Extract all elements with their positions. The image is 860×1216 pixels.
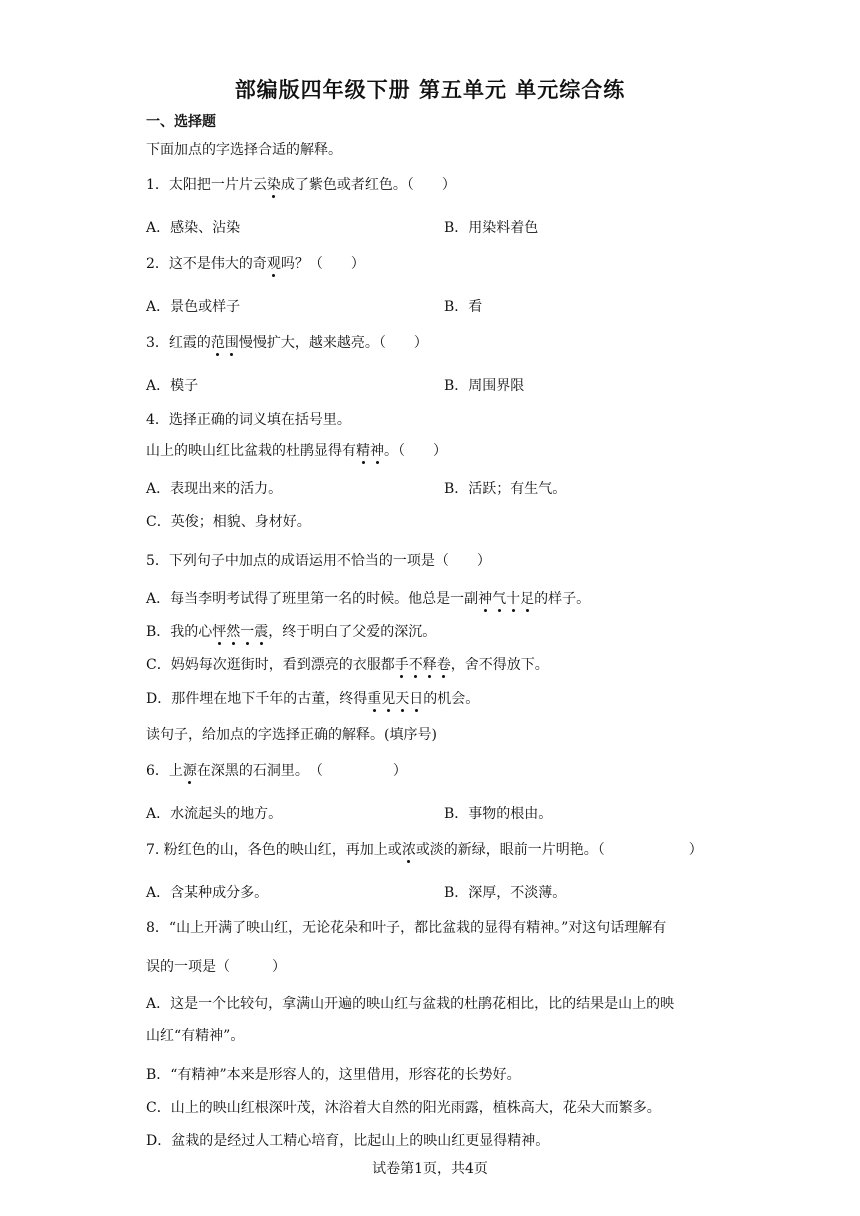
option-d: D．盆栽的是经过人工精心培育，比起山上的映山红更显得精神。: [146, 1133, 550, 1149]
dotted-char: 震: [254, 624, 269, 640]
dotted-char: 一: [240, 624, 255, 640]
option-a: A．模子: [146, 378, 199, 394]
option-b: B．深厚，不淡薄。: [444, 885, 567, 901]
option-a: A．含某种成分多。: [146, 885, 269, 901]
instruction-text: 下面加点的字选择合适的解释。: [146, 142, 342, 158]
option-c: C．山上的映山红根深叶茂，沐浴着大自然的阳光雨露，植株高大，花朵大而繁多。: [146, 1100, 661, 1116]
option-a-line1: A．这是一个比较句，拿满山开遍的映山红与盆栽的杜鹃花相比，比的结果是山上的映: [146, 996, 675, 1012]
question-6: 6．上源在深黑的石洞里。 （ ）: [146, 763, 407, 779]
option-a: A．每当李明考试得了班里第一名的时候。他总是一副神气十足的样子。: [146, 591, 591, 607]
option-b: B．我的心怦然一震，终于明白了父爱的深沉。: [146, 624, 437, 640]
option-b: B．用染料着色: [444, 220, 539, 236]
dotted-char: 手: [394, 657, 409, 673]
dotted-char: 卷: [436, 657, 451, 673]
dotted-char: 范: [210, 335, 225, 351]
option-a: A．水流起头的地方。: [146, 806, 283, 822]
question-4: 山上的映山红比盆栽的杜鹃显得有精神。（ ）: [146, 443, 447, 459]
section-heading: 一、选择题: [146, 114, 216, 130]
question-8-line2: 误的一项是（ ）: [146, 959, 286, 975]
dotted-char: 日: [409, 691, 424, 707]
dotted-char: 见: [381, 691, 396, 707]
option-b: B．看: [444, 299, 483, 315]
dotted-char: 观: [266, 256, 281, 272]
option-c: C．妈妈每次逛街时，看到漂亮的衣服都手不释卷，舍不得放下。: [146, 657, 549, 673]
dotted-char: 足: [520, 591, 535, 607]
dotted-char: 十: [506, 591, 521, 607]
page-footer: 试卷第1页，共4页: [372, 1161, 488, 1177]
option-a: A．感染、沾染: [146, 220, 241, 236]
dotted-char: 染: [266, 177, 281, 193]
option-a: A．表现出来的活力。: [146, 481, 283, 497]
question-3: 3．红霞的范围慢慢扩大，越来越亮。（ ）: [146, 335, 428, 351]
question-4-heading: 4．选择正确的词义填在括号里。: [146, 412, 351, 428]
question-2: 2．这不是伟大的奇观吗？（ ）: [146, 256, 365, 272]
dotted-char: 围: [224, 335, 239, 351]
dotted-char: 然: [226, 624, 241, 640]
option-b: B．事物的根由。: [444, 806, 553, 822]
dotted-char: 浓: [401, 842, 416, 858]
dotted-char: 怦: [212, 624, 227, 640]
question-7: 7. 粉红色的山，各色的映山红，再加上或浓或淡的新绿，眼前一片明艳。（ ）: [146, 842, 703, 858]
option-b: B．周围界限: [444, 378, 525, 394]
dotted-char: 天: [395, 691, 410, 707]
dotted-char: 释: [422, 657, 437, 673]
option-a-line2: 山红“有精神”。: [146, 1028, 245, 1044]
dotted-char: 神: [478, 591, 493, 607]
dotted-char: 气: [492, 591, 507, 607]
option-a: A．景色或样子: [146, 299, 241, 315]
page-title: 部编版四年级下册 第五单元 单元综合练: [234, 78, 626, 102]
option-c: C．英俊；相貌、身材好。: [146, 514, 311, 530]
question-5-heading: 5．下列句子中加点的成语运用不恰当的一项是（ ）: [146, 553, 491, 569]
option-b: B．“有精神”本来是形容人的，这里借用，形容花的长势好。: [146, 1067, 521, 1083]
option-d: D．那件埋在地下千年的古董，终得重见天日的机会。: [146, 691, 480, 707]
question-1: 1．太阳把一片片云染成了紫色或者红色。（ ）: [146, 177, 456, 193]
option-b: B．活跃；有生气。: [444, 481, 567, 497]
dotted-char: 精: [356, 443, 370, 459]
instruction-text: 读句子，给加点的字选择正确的解释。(填序号): [146, 727, 437, 743]
dotted-char: 重: [367, 691, 382, 707]
dotted-char: 神: [370, 443, 384, 459]
question-8-line1: 8．“山上开满了映山红，无论花朵和叶子，都比盆栽的显得有精神。”对这句话理解有: [146, 920, 667, 936]
dotted-char: 不: [408, 657, 423, 673]
dotted-char: 源: [182, 763, 197, 779]
